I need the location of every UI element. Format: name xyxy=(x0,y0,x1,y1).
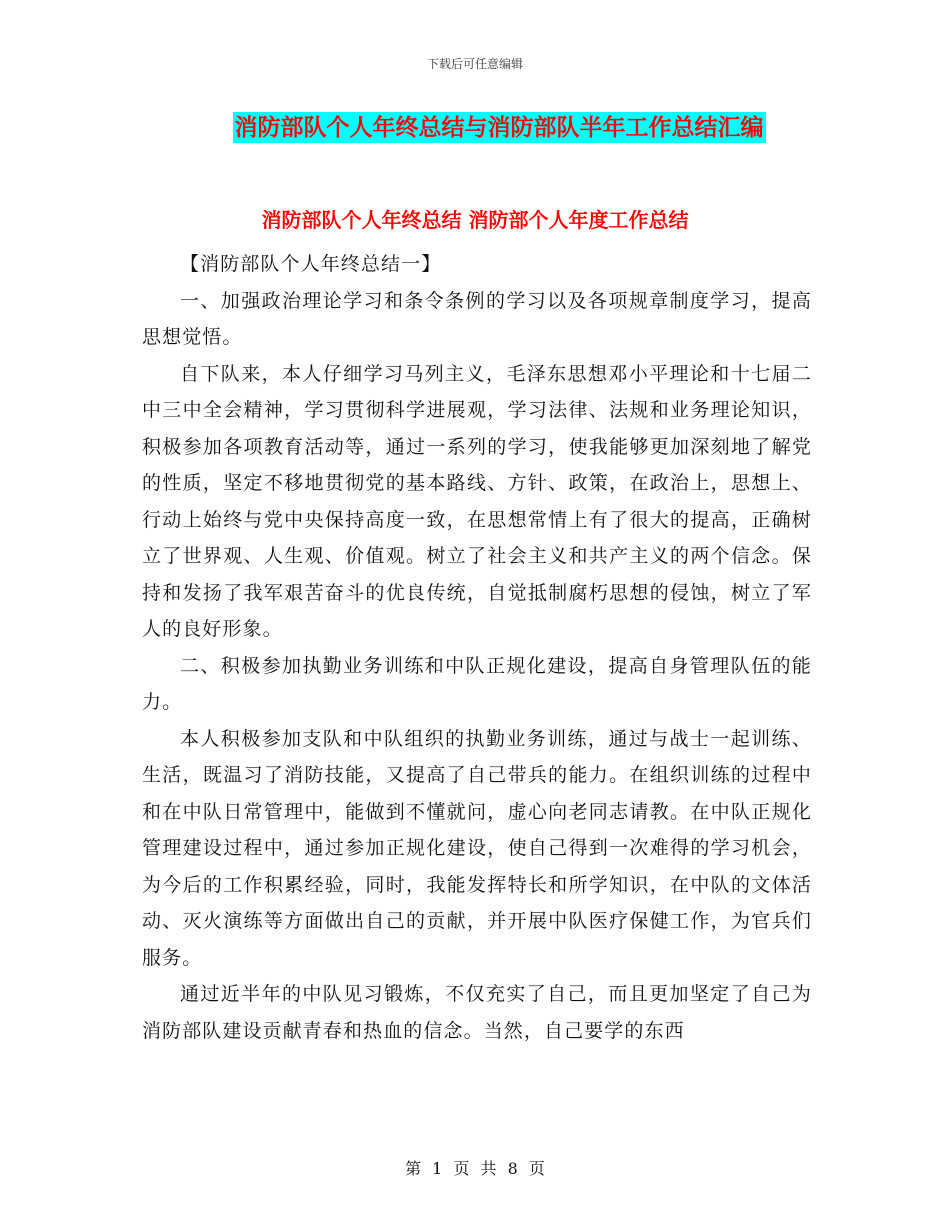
subtitle: 消防部队个人年终总结 消防部个人年度工作总结 xyxy=(261,208,689,232)
paragraph: 本人积极参加支队和中队组织的执勤业务训练，通过与战士一起训练、生活，既温习了消防技能，又提高了自己带兵的能力。在组织训练的过程中和在中队日常管理中，能做到不懂就问，虚心向老同志请教。在中队正规化管理建设过程中，通过参加正规化建设，使自己得到一次难得的学习机会，为今后的工作积累经验，同时，我能发挥特长和所学知识，在中队的文体活动、灭火演练等方面做出自己的贡献，并开展中队医疗保健工作，为官兵们服务。 xyxy=(142,727,812,969)
paragraph: 一、加强政治理论学习和条令条例的学习以及各项规章制度学习，提高思想觉悟。 xyxy=(142,289,812,348)
body-text xyxy=(142,246,812,1049)
main-title xyxy=(194,112,804,144)
main-title-highlight: 消防部队个人年终总结与消防部队半年工作总结汇编 xyxy=(234,114,764,141)
paragraph: 自下队来，本人仔细学习马列主义，毛泽东思想邓小平理论和十七届二中三中全会精神，学习贯彻科学进展观，学习法律、法规和业务理论知识，积极参加各项教育活动等，通过一系列的学习，使我能够更加深刻地了解党的性质，坚定不移地贯彻党的基本路线、方针、政策，在政治上，思想上、行动上始终与党中央保持高度一致，在思想常情上有了很大的提高，正确树立了世界观、人生观、价值观。树立了社会主义和共产主义的两个信念。保持和发扬了我军艰苦奋斗的优良传统，自觉抵制腐朽思想的侵蚀，树立了军人的良好形象。 xyxy=(142,362,812,640)
paragraph: 【消防部队个人年终总结一】 xyxy=(180,253,442,275)
paragraph: 通过近半年的中队见习锻炼，不仅充实了自己，而且更加坚定了自己为消防部队建设贡献青春和热血的信念。当然，自己要学的东西 xyxy=(142,983,812,1042)
header-note: 下载后可任意编辑 xyxy=(426,57,523,71)
paragraph: 二、积极参加执勤业务训练和中队正规化建设，提高自身管理队伍的能力。 xyxy=(142,654,812,713)
page-footer: 第 1 页 共 8 页 xyxy=(405,1159,545,1178)
